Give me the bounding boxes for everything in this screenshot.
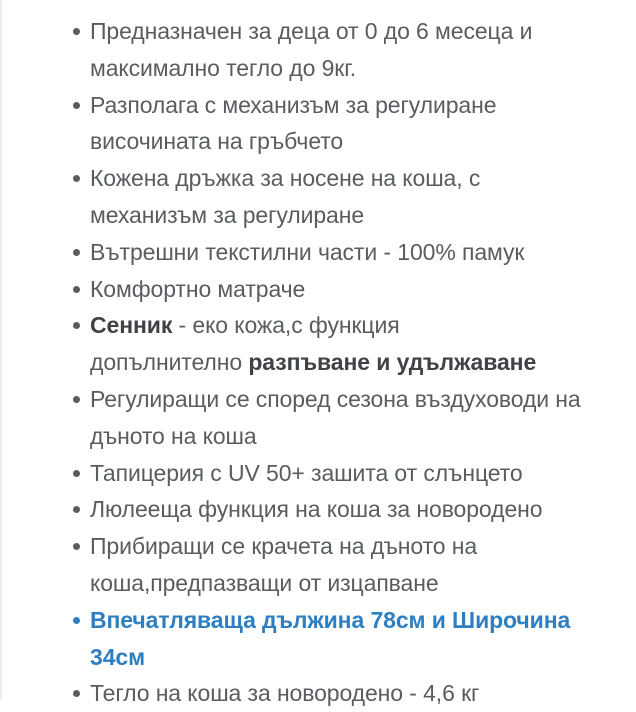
feature-line <box>90 271 618 308</box>
feature-item <box>90 87 618 161</box>
feature-item <box>90 160 618 234</box>
feature-text: височината на гръбчето <box>90 128 344 155</box>
feature-list <box>2 0 636 712</box>
feature-item <box>90 455 618 492</box>
feature-text: Регулиращи се според сезона въздуховоди на <box>90 385 581 412</box>
feature-item <box>90 491 618 528</box>
feature-text: коша,предпазващи от изцапване <box>90 569 439 596</box>
feature-line <box>90 13 618 50</box>
feature-item <box>90 234 618 271</box>
feature-text: Впечатляваща дължина 78см и Широчина <box>90 606 571 633</box>
feature-line <box>90 639 618 676</box>
feature-line <box>90 160 618 197</box>
feature-text: Люлееща функция на коша за новородено <box>90 496 543 523</box>
feature-line <box>90 234 618 271</box>
feature-item <box>90 381 618 455</box>
feature-text: - еко кожа,с функция <box>172 312 400 339</box>
feature-line <box>90 455 618 492</box>
feature-text: Тегло на коша за новородено - 4,6 кг <box>90 680 480 707</box>
feature-item <box>90 307 618 381</box>
feature-line <box>90 123 618 160</box>
feature-text: 34см <box>90 643 145 670</box>
feature-line <box>90 602 618 639</box>
feature-line <box>90 307 618 344</box>
feature-text: Вътрешни текстилни части - 100% памук <box>90 238 525 265</box>
feature-text: Разполага с механизъм за регулиране <box>90 91 497 118</box>
feature-line <box>90 565 618 602</box>
feature-item-highlight <box>90 602 618 676</box>
feature-line <box>90 491 618 528</box>
feature-text: Предназначен за деца от 0 до 6 месеца и <box>90 18 533 44</box>
feature-text: Комфортно матраче <box>90 275 306 302</box>
feature-line <box>90 344 618 381</box>
feature-item <box>90 13 618 87</box>
feature-line <box>90 675 618 712</box>
feature-text: дъното на коша <box>90 422 257 449</box>
feature-text-bold: Сенник <box>90 312 173 339</box>
feature-line <box>90 87 618 124</box>
feature-text-bold: разпъване и удължаване <box>248 349 537 376</box>
feature-text: Прибиращи се крачета на дъното на <box>90 533 478 560</box>
feature-text: максимално тегло до 9кг. <box>90 54 357 81</box>
feature-text: Тапицерия с UV 50+ зашита от слънцето <box>90 459 523 486</box>
feature-text: допълнително <box>90 349 249 376</box>
feature-line <box>90 197 618 234</box>
feature-line <box>90 528 618 565</box>
feature-line <box>90 50 618 87</box>
feature-item <box>90 528 618 602</box>
feature-text: механизъм за регулиране <box>90 201 365 228</box>
feature-line <box>90 381 618 418</box>
feature-line <box>90 418 618 455</box>
feature-text: Кожена дръжка за носене на коша, с <box>90 165 481 192</box>
feature-item <box>90 675 618 712</box>
feature-item <box>90 271 618 308</box>
